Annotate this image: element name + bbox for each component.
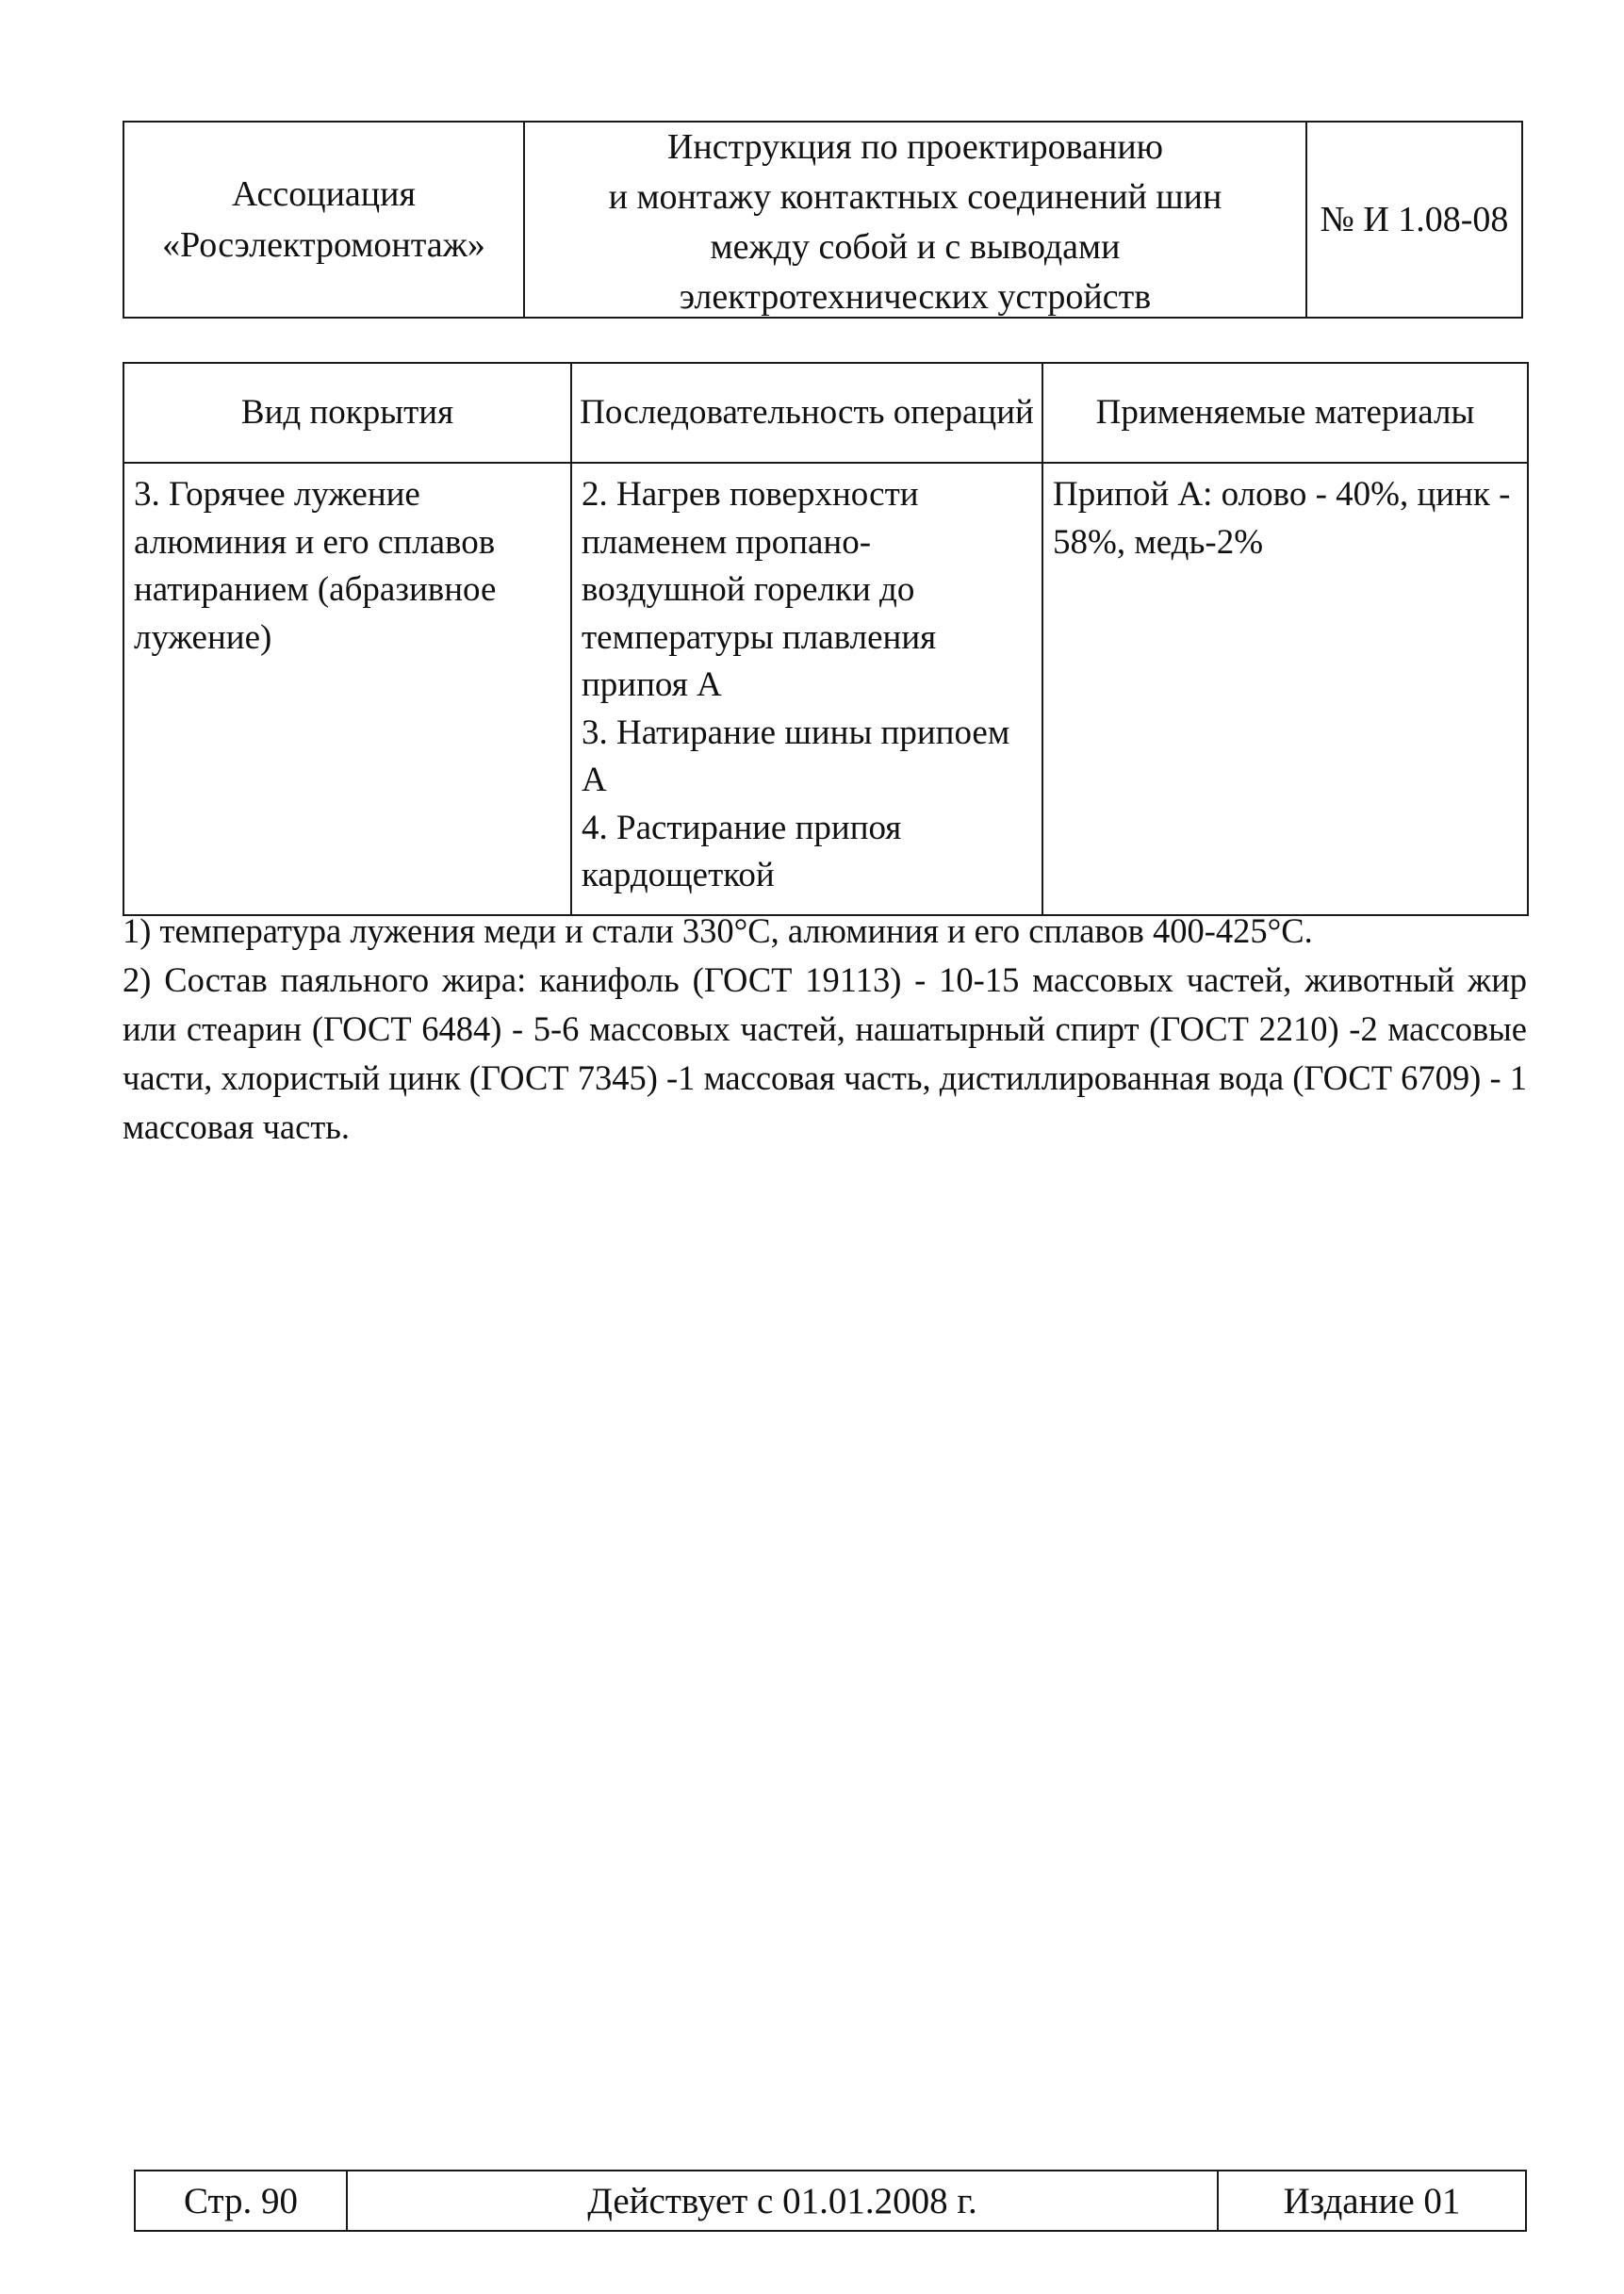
table-header-row <box>123 363 1528 463</box>
operations-cell <box>571 463 1042 915</box>
title-line: и монтажу контактных соединений шин <box>608 177 1222 217</box>
operation-step: 3. Натирание шины припоем А <box>582 713 1010 799</box>
page-number: Стр. 90 <box>136 2171 348 2230</box>
document-header <box>123 121 1523 319</box>
coating-table <box>123 362 1529 916</box>
title-line: Инструкция по проектированию <box>666 127 1164 167</box>
title-line: электротехнических устройств <box>679 277 1152 317</box>
valid-from: Действует с 01.01.2008 г. <box>348 2171 1219 2230</box>
document-title-cell <box>525 123 1307 317</box>
table-row <box>123 463 1528 915</box>
column-header-coating: Вид покрытия <box>123 363 571 463</box>
document-number: № И 1.08-08 <box>1320 200 1509 239</box>
footnote-1: 1) температура лужения меди и стали 330°С, алюминия и его сплавов 400-425°С. <box>123 911 1313 950</box>
column-header-materials: Применяемые материалы <box>1042 363 1528 463</box>
organization-line: «Росэлектромонтаж» <box>162 225 485 265</box>
footnote-2: 2) Состав паяльного жира: канифоль (ГОСТ 19113) - 10-15 массовых частей, животный жир или стеарин (ГОСТ 6484) - 5-6 массовых частей, нашатырный спирт (ГОСТ 2210) -2 массовые части, хлористый цинк (ГОСТ 7345) -1 массовая часть, дистиллированная вода (ГОСТ 6709) - 1 массовая часть. <box>123 960 1527 1146</box>
operation-step: 4. Растирание припоя кардощеткой <box>582 808 902 894</box>
edition: Издание 01 <box>1283 2180 1461 2221</box>
materials-cell: Припой А: олово - 40%, цинк - 58%, медь-2% <box>1042 463 1528 915</box>
title-line: между собой и с выводами <box>710 227 1121 267</box>
footnotes <box>123 907 1527 1152</box>
document-footer <box>134 2170 1527 2232</box>
column-header-operations: Последовательность операций <box>571 363 1042 463</box>
operation-step: 2. Нагрев поверхности пламенем пропано-воздушной горелки до температуры плавления припоя А <box>582 475 937 704</box>
coating-cell: 3. Горячее лужение алюминия и его сплавов натиранием (абразивное лужение) <box>123 463 571 915</box>
organization-line: Ассоциация <box>232 174 416 214</box>
organization-cell <box>124 123 525 317</box>
